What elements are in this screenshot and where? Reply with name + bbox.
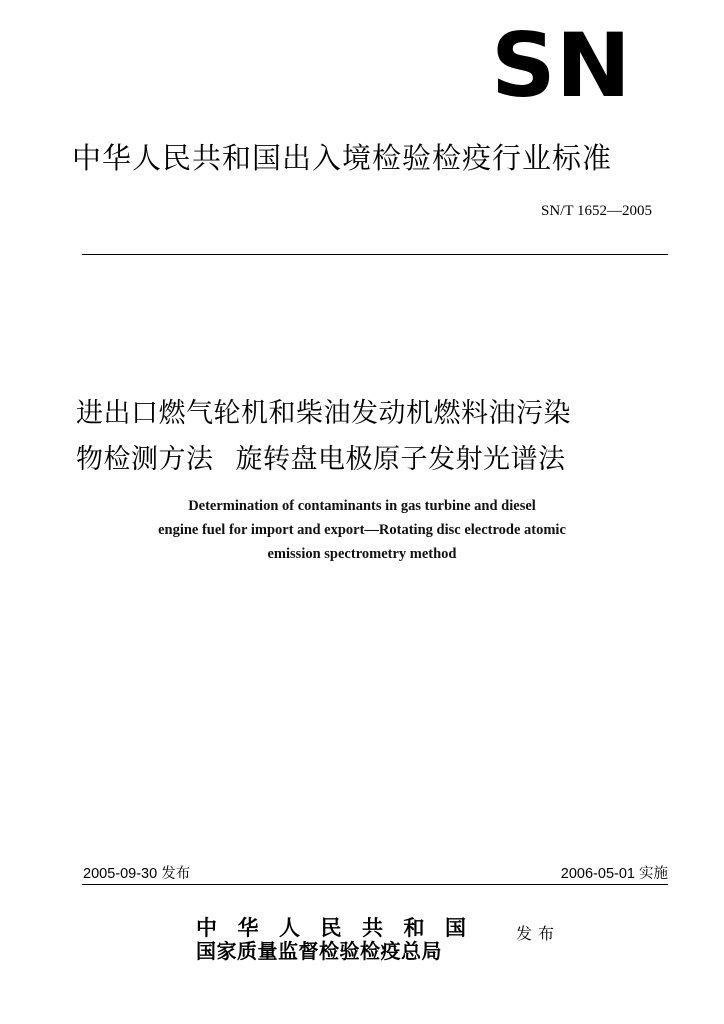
publisher-line-1: 中华人民共和国 — [196, 915, 487, 940]
publisher-line-2: 国家质量监督检验检疫总局 — [196, 939, 442, 963]
chinese-title-line-2-part-1: 物检测方法 — [76, 444, 214, 475]
sn-logo-graphic — [490, 28, 632, 104]
chinese-title-line-1: 进出口燃气轮机和柴油发动机燃料油污染 — [76, 398, 571, 429]
industry-standard-title: 中华人民共和国出入境检验检疫行业标准 — [72, 141, 613, 175]
implementation-date: 2006-05-01 实施 — [560, 866, 668, 882]
sn-logo-text: SN — [491, 28, 631, 104]
publish-label: 发布 — [516, 924, 561, 943]
chinese-title-line-2 — [76, 437, 676, 476]
sn-logo — [490, 28, 632, 104]
english-title-line-1: Determination of contaminants in gas turbine and diesel — [188, 498, 536, 514]
standard-number: SN/T 1652—2005 — [541, 203, 652, 219]
chinese-title-line-2-part-2: 旋转盘电极原子发射光谱法 — [235, 444, 566, 475]
header-divider — [82, 254, 668, 255]
issue-date: 2005-09-30 发布 — [83, 866, 191, 882]
english-title-line-3: emission spectrometry method — [267, 546, 457, 562]
footer-divider — [82, 884, 668, 885]
english-title-line-2: engine fuel for import and export—Rotating disc electrode atomic — [158, 522, 566, 538]
